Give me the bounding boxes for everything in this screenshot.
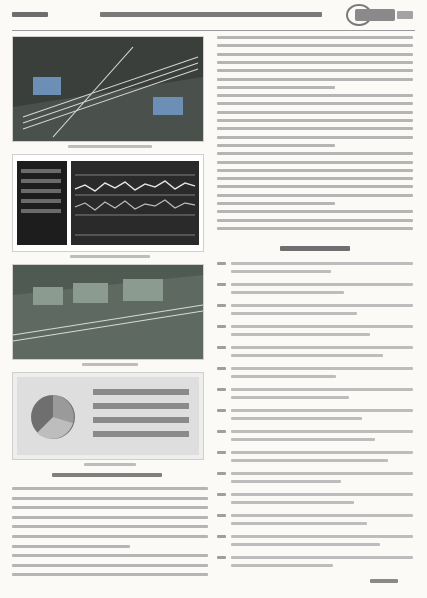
text-line <box>217 152 413 155</box>
issue-label <box>12 10 48 18</box>
text-line <box>12 554 208 557</box>
reference-number <box>217 388 226 391</box>
text-line <box>12 573 208 576</box>
reference-line <box>231 493 413 496</box>
reference-line <box>231 438 375 441</box>
text-line <box>217 194 413 197</box>
references-heading <box>280 243 350 253</box>
text-line <box>217 161 413 164</box>
text-line <box>217 111 413 114</box>
reference-line <box>231 535 413 538</box>
reference-number <box>217 472 226 475</box>
reference-line <box>231 346 413 349</box>
reference-line <box>231 459 388 462</box>
reference-line <box>231 375 336 378</box>
journal-logo-graphic <box>345 3 415 27</box>
figure-panel-d <box>12 372 204 460</box>
reference-number <box>217 304 226 307</box>
text-line <box>217 36 413 39</box>
text-line <box>217 61 413 64</box>
reference-line <box>231 514 413 517</box>
reference-line <box>231 451 413 454</box>
text-line <box>12 564 208 567</box>
realistic-3d-view <box>13 265 203 359</box>
journal-logo <box>345 3 415 27</box>
reference-number <box>217 367 226 370</box>
text-line <box>217 185 413 188</box>
reference-number <box>217 409 226 412</box>
text-line <box>217 69 413 72</box>
reference-line <box>231 409 413 412</box>
header-rule <box>12 30 415 31</box>
reference-line <box>231 430 413 433</box>
text-line <box>217 169 413 172</box>
text-line <box>217 219 413 222</box>
text-line <box>217 94 413 97</box>
reference-line <box>231 262 413 265</box>
panel-a-caption <box>60 143 160 149</box>
text-line <box>217 102 413 105</box>
reference-number <box>217 556 226 559</box>
text-line <box>217 78 413 81</box>
figure-panel-c <box>12 264 204 360</box>
text-line <box>217 202 335 205</box>
panel-b-caption <box>60 253 160 259</box>
figure-panel-a <box>12 36 204 142</box>
reference-number <box>217 514 226 517</box>
text-line <box>217 53 413 56</box>
reference-number <box>217 430 226 433</box>
reference-number <box>217 535 226 538</box>
text-line <box>217 136 413 139</box>
reference-number <box>217 346 226 349</box>
left-column-text <box>12 485 210 585</box>
text-line <box>217 119 413 122</box>
reference-line <box>231 333 370 336</box>
text-line <box>217 227 413 230</box>
figure-caption <box>52 471 162 479</box>
text-line <box>12 516 208 519</box>
reference-line <box>231 367 413 370</box>
text-line <box>217 86 335 89</box>
text-line <box>217 210 413 213</box>
reference-number <box>217 262 226 265</box>
text-line <box>12 506 208 509</box>
reference-line <box>231 354 383 357</box>
text-line <box>12 545 130 548</box>
reference-line <box>231 480 341 483</box>
text-line <box>217 177 413 180</box>
text-line <box>12 487 208 490</box>
text-line <box>217 144 335 147</box>
reference-number <box>217 451 226 454</box>
reference-line <box>231 417 362 420</box>
analysis-view <box>13 373 203 459</box>
text-line <box>12 535 208 538</box>
text-line <box>12 525 208 528</box>
figure-panel-b <box>12 154 204 252</box>
reference-line <box>231 556 413 559</box>
monitoring-chart <box>13 155 203 251</box>
reference-line <box>231 304 413 307</box>
reference-line <box>231 501 354 504</box>
reference-number <box>217 325 226 328</box>
reference-number <box>217 283 226 286</box>
reference-line <box>231 283 413 286</box>
running-title <box>100 10 322 18</box>
pipeline-3d-view <box>13 37 203 141</box>
reference-line <box>231 388 413 391</box>
reference-line <box>231 291 344 294</box>
reference-number <box>217 493 226 496</box>
page-number <box>370 576 400 586</box>
text-line <box>12 497 208 500</box>
panel-d-caption <box>60 461 160 467</box>
reference-line <box>231 564 333 567</box>
reference-line <box>231 472 413 475</box>
reference-line <box>231 522 367 525</box>
text-line <box>217 44 413 47</box>
references-list <box>217 258 415 588</box>
reference-line <box>231 312 357 315</box>
reference-line <box>231 270 331 273</box>
panel-c-caption <box>60 361 160 367</box>
reference-line <box>231 396 349 399</box>
text-line <box>217 127 413 130</box>
reference-line <box>231 325 413 328</box>
reference-line <box>231 543 380 546</box>
